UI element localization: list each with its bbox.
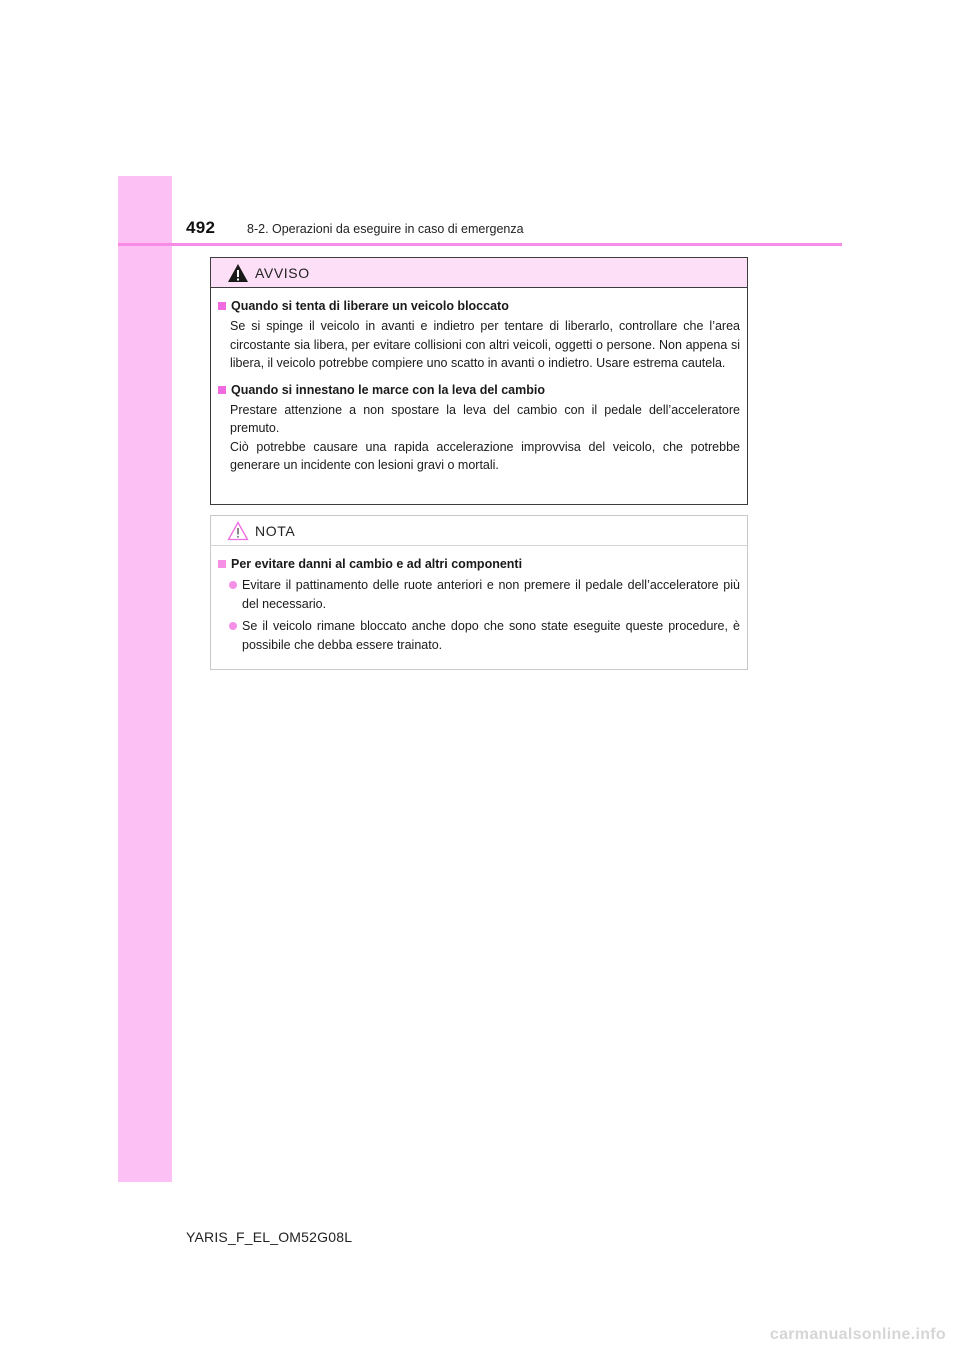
circle-bullet-icon <box>229 581 237 589</box>
notice-label: NOTA <box>255 522 296 539</box>
warning-item-title: Quando si tenta di liberare un veicolo bloccato <box>218 297 740 315</box>
square-bullet-icon <box>218 560 226 568</box>
section-title: 8-2. Operazioni da eseguire in caso di emergenza <box>247 222 524 236</box>
list-item: Evitare il pattinamento delle ruote anteriori e non premere il pedale dell’acceleratore più del necessario. <box>229 576 740 613</box>
warning-box <box>210 257 748 505</box>
warning-header <box>211 258 747 288</box>
warning-item-stuck-vehicle <box>218 297 740 373</box>
notice-header <box>211 516 747 546</box>
warning-item-text: Prestare attenzione a non spostare la leva del cambio con il pedale dell’acceleratore premuto. <box>230 402 740 435</box>
page-number: 492 <box>186 218 216 237</box>
warning-triangle-icon <box>227 263 249 283</box>
list-item: Se il veicolo rimane bloccato anche dopo che sono state eseguite queste procedure, è possibile che debba essere trainato. <box>229 617 740 654</box>
caution-triangle-outline-icon <box>227 521 249 541</box>
warning-item-text: Se si spinge il veicolo in avanti e indietro per tentare di liberarlo, controllare che l’area circostante sia libera, per evitare collisioni con altri veicoli, oggetti o persone. Non appena si libera, il veicolo potrebbe compiere uno scatto in avanti o indietro. Usare estrema cautela. <box>230 319 740 370</box>
warning-item-text: Ciò potrebbe causare una rapida accelerazione improvvisa del veicolo, che potrebbe generare un incidente con lesioni gravi o mortali. <box>230 439 740 472</box>
warning-item-title: Quando si innestano le marce con la leva del cambio <box>218 381 740 399</box>
notice-bullet-list <box>218 576 740 654</box>
notice-body <box>211 546 747 654</box>
warning-body <box>211 288 747 475</box>
notice-item-title: Per evitare danni al cambio e ad altri componenti <box>218 555 740 573</box>
warning-label: AVVISO <box>255 264 310 281</box>
circle-bullet-icon <box>229 622 237 630</box>
notice-box <box>210 515 748 670</box>
header-divider <box>118 243 842 246</box>
square-bullet-icon <box>218 386 226 394</box>
notice-item-damage <box>218 555 740 654</box>
document-code: YARIS_F_EL_OM52G08L <box>186 1229 353 1245</box>
warning-item-gear-lever <box>218 381 740 475</box>
chapter-sidebar-tab <box>118 176 172 1182</box>
watermark: carmanualsonline.info <box>769 1326 946 1343</box>
square-bullet-icon <box>218 302 226 310</box>
